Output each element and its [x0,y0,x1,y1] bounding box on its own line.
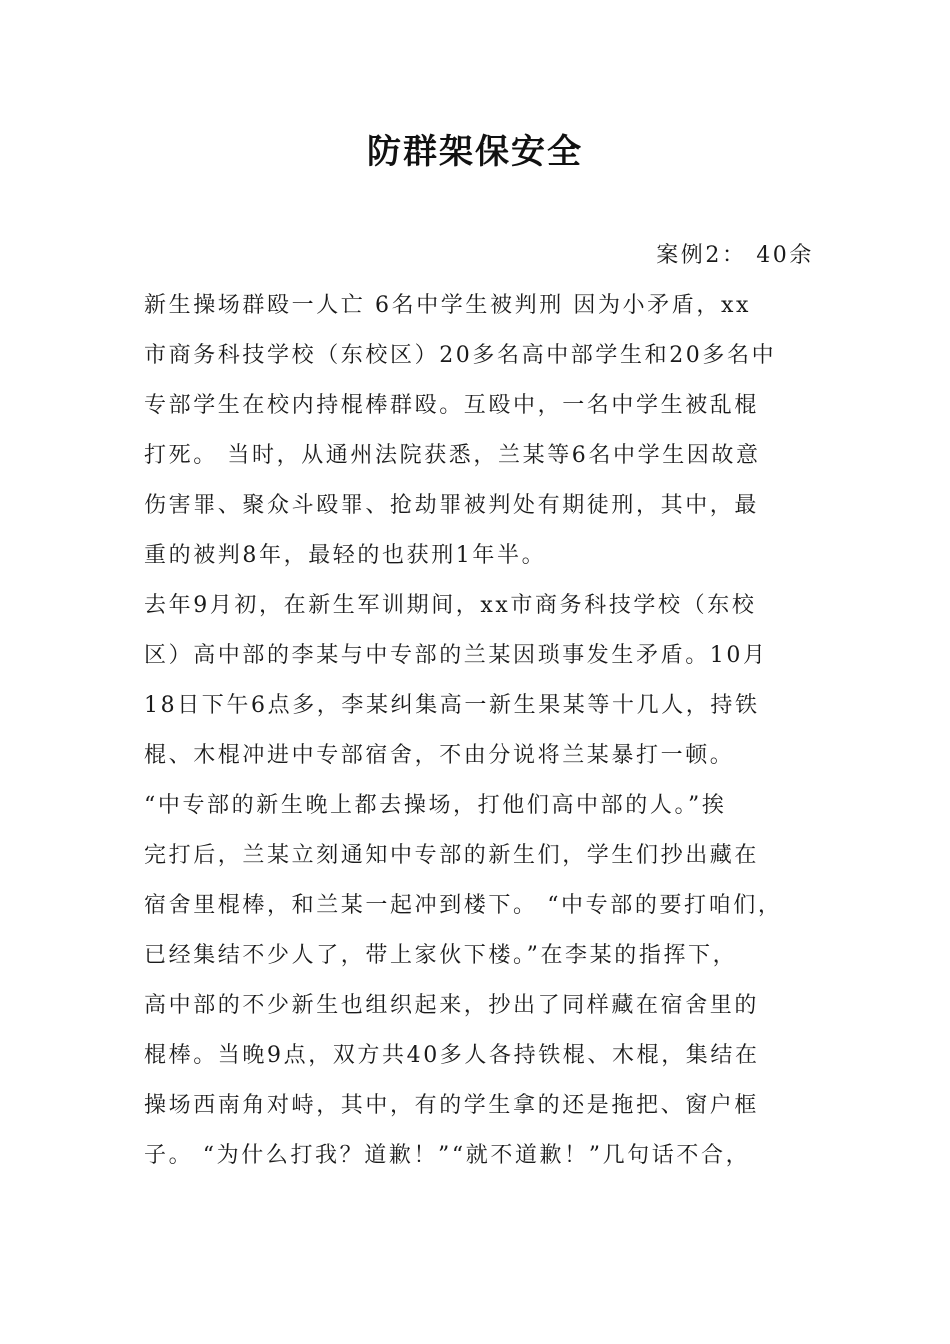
text-line: 打死。 当时，从通州法院获悉，兰某等6名中学生因故意 [144,443,761,468]
text-line: 伤害罪、聚众斗殴罪、抢劫罪被判处有期徒刑，其中，最 [144,493,760,518]
text-line: 宿舍里棍棒，和兰某一起冲到楼下。 “中专部的要打咱们， [144,893,783,918]
text-line: 新生操场群殴一人亡 6名中学生被判刑 因为小矛盾，xx [144,293,751,318]
text-line: 棍、木棍冲进中专部宿舍，不由分说将兰某暴打一顿。 [144,743,735,768]
text-line: 高中部的不少新生也组织起来，抄出了同样藏在宿舍里的 [144,993,760,1018]
text-line: 完打后，兰某立刻通知中专部的新生们，学生们抄出藏在 [144,843,760,868]
text-line: 市商务科技学校（东校区）20多名高中部学生和20多名中 [144,343,777,368]
text-line: 棍棒。当晚9点，双方共40多人各持铁棍、木棍，集结在 [144,1043,760,1068]
text-line: 已经集结不少人了，带上家伙下楼。”在李某的指挥下， [144,943,738,968]
text-line: 18日下午6点多，李某纠集高一新生果某等十几人，持铁 [144,693,760,718]
text-line: 案例2： 40余 [656,243,814,268]
text-line: “中专部的新生晚上都去操场，打他们高中部的人。”挨 [144,793,727,818]
text-line: 去年9月初，在新生军训期间，xx市商务科技学校（东校 [144,593,757,618]
text-line: 操场西南角对峙，其中，有的学生拿的还是拖把、窗户框 [144,1093,760,1118]
text-line: 区）高中部的李某与中专部的兰某因琐事发生矛盾。10月 [144,643,768,668]
text-line: 子。 “为什么打我？道歉！”“就不道歉！”几句话不合， [144,1143,751,1168]
text-line: 重的被判8年，最轻的也获刑1年半。 [144,543,547,568]
document-title: 防群架保安全 [367,132,583,172]
text-line: 专部学生在校内持棍棒群殴。互殴中，一名中学生被乱棍 [144,393,760,418]
